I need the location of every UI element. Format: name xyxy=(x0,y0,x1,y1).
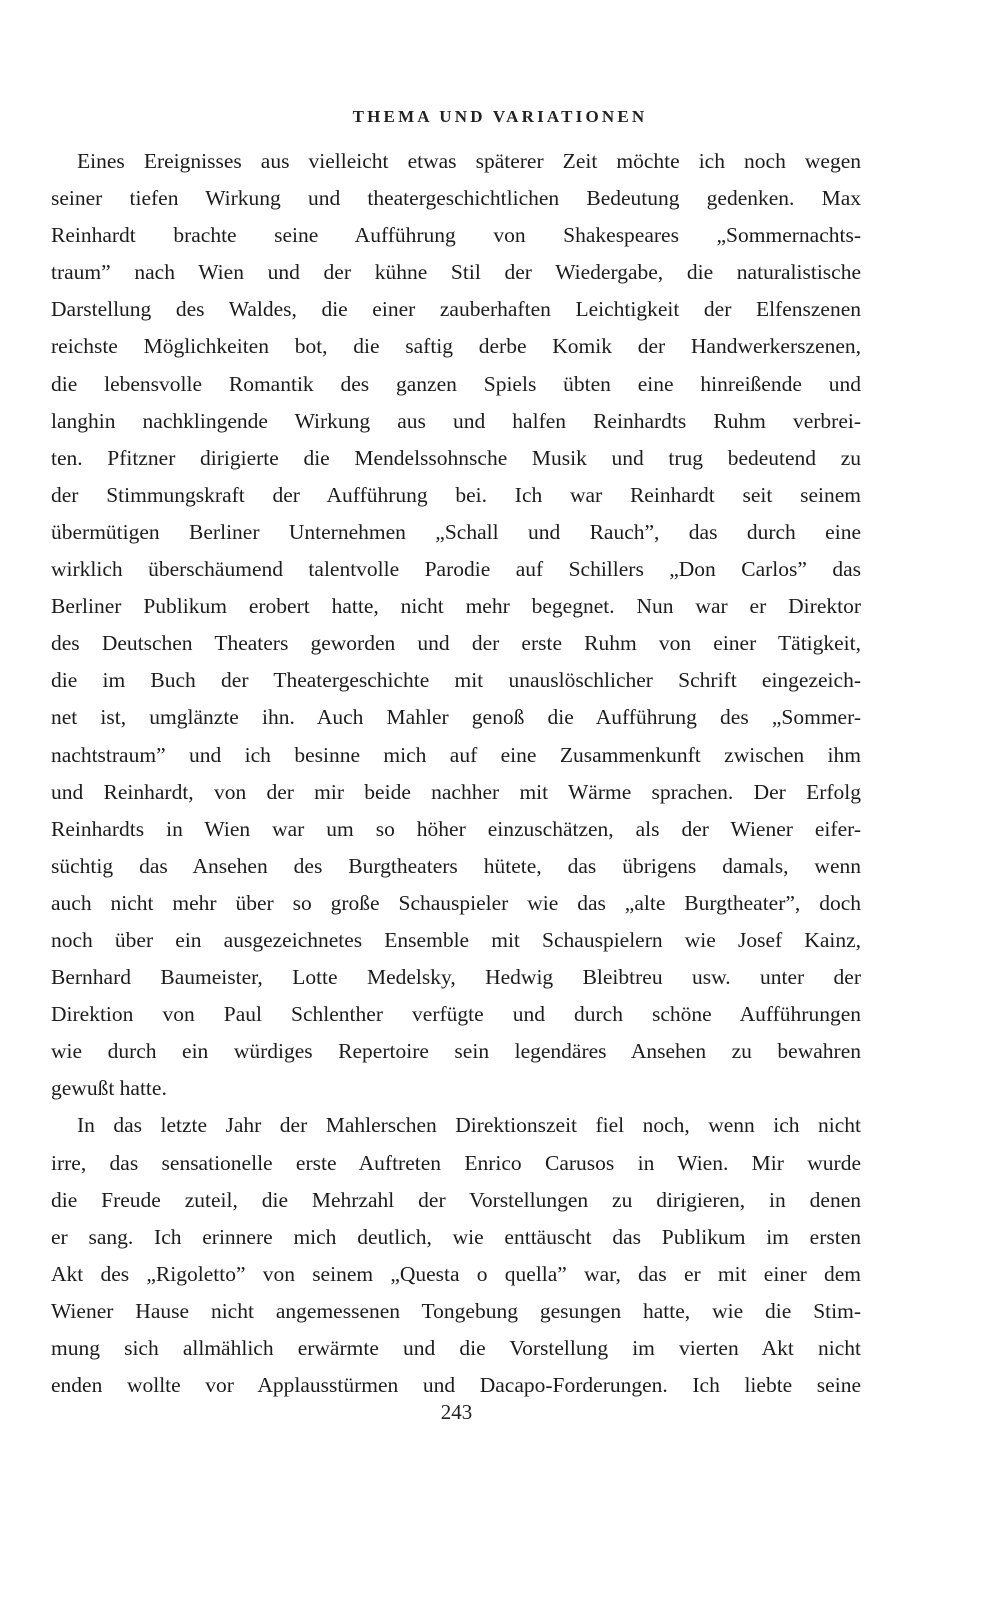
paragraph xyxy=(51,1107,861,1404)
text-line: traum” nach Wien und der kühne Stil der Wiedergabe, die naturalistische xyxy=(51,260,861,285)
text-line: Berliner Publikum erobert hatte, nicht mehr begegnet. Nun war er Direktor xyxy=(51,594,861,619)
text-line: gewußt hatte. xyxy=(51,1076,167,1101)
text-line: noch über ein ausgezeichnetes Ensemble mit Schauspielern wie Josef Kainz, xyxy=(51,927,861,952)
text-line: wirklich überschäumend talentvolle Parodie auf Schillers „Don Carlos” das xyxy=(51,557,861,582)
text-line: Reinhardt brachte seine Aufführung von Shakespeares „Sommernachts- xyxy=(51,223,861,248)
body-text xyxy=(51,143,861,1404)
text-line: wie durch ein würdiges Repertoire sein legendäres Ansehen zu bewahren xyxy=(51,1039,861,1064)
running-head: THEMA UND VARIATIONEN xyxy=(352,107,648,126)
text-line: er sang. Ich erinnere mich deutlich, wie enttäuscht das Publikum im ersten xyxy=(51,1224,861,1249)
text-line: der Stimmungskraft der Aufführung bei. Ich war Reinhardt seit seinem xyxy=(51,482,861,507)
text-line: übermütigen Berliner Unternehmen „Schall und Rauch”, das durch eine xyxy=(51,519,861,544)
text-line: die lebensvolle Romantik des ganzen Spiels übten eine hinreißende und xyxy=(51,371,861,396)
text-line: irre, das sensationelle erste Auftreten Enrico Carusos in Wien. Mir wurde xyxy=(51,1150,861,1175)
text-line: Eines Ereignisses aus vielleicht etwas späterer Zeit möchte ich noch wegen xyxy=(77,149,861,173)
text-line: enden wollte vor Applausstürmen und Dacapo-Forderungen. Ich liebte seine xyxy=(51,1373,861,1398)
page-number: 243 xyxy=(440,1400,473,1424)
text-line: Reinhardts in Wien war um so höher einzuschätzen, als der Wiener eifer- xyxy=(51,816,861,841)
text-line: seiner tiefen Wirkung und theatergeschichtlichen Bedeutung gedenken. Max xyxy=(51,186,861,211)
text-line: net ist, umglänzte ihn. Auch Mahler genoß die Aufführung des „Sommer- xyxy=(51,705,861,730)
text-line: die im Buch der Theatergeschichte mit unauslöschlicher Schrift eingezeich- xyxy=(51,668,861,693)
text-line: langhin nachklingende Wirkung aus und halfen Reinhardts Ruhm verbrei- xyxy=(51,408,861,433)
text-line: süchtig das Ansehen des Burgtheaters hütete, das übrigens damals, wenn xyxy=(51,853,861,878)
text-line: Bernhard Baumeister, Lotte Medelsky, Hedwig Bleibtreu usw. unter der xyxy=(51,965,861,990)
text-line: In das letzte Jahr der Mahlerschen Direktionszeit fiel noch, wenn ich nicht xyxy=(77,1113,861,1138)
text-line: die Freude zuteil, die Mehrzahl der Vorstellungen zu dirigieren, in denen xyxy=(51,1187,861,1212)
text-line: auch nicht mehr über so große Schauspieler wie das „alte Burgtheater”, doch xyxy=(51,890,861,915)
text-line: des Deutschen Theaters geworden und der erste Ruhm von einer Tätigkeit, xyxy=(51,631,861,656)
text-line: und Reinhardt, von der mir beide nachher mit Wärme sprachen. Der Erfolg xyxy=(51,779,861,804)
text-line: nachtstraum” und ich besinne mich auf eine Zusammenkunft zwischen ihm xyxy=(51,742,861,767)
text-line: ten. Pfitzner dirigierte die Mendelssohnsche Musik und trug bedeutend zu xyxy=(51,445,861,470)
text-line: reichste Möglichkeiten bot, die saftig derbe Komik der Handwerkerszenen, xyxy=(51,334,861,359)
text-line: Darstellung des Waldes, die einer zauberhaften Leichtigkeit der Elfenszenen xyxy=(51,297,861,322)
text-line: Wiener Hause nicht angemessenen Tongebung gesungen hatte, wie die Stim- xyxy=(51,1298,861,1323)
paragraph xyxy=(51,143,861,1107)
text-line: Direktion von Paul Schlenther verfügte und durch schöne Aufführungen xyxy=(51,1002,861,1027)
text-line: mung sich allmählich erwärmte und die Vorstellung im vierten Akt nicht xyxy=(51,1336,861,1360)
text-line: Akt des „Rigoletto” von seinem „Questa o quella” war, das er mit einer dem xyxy=(51,1261,861,1286)
